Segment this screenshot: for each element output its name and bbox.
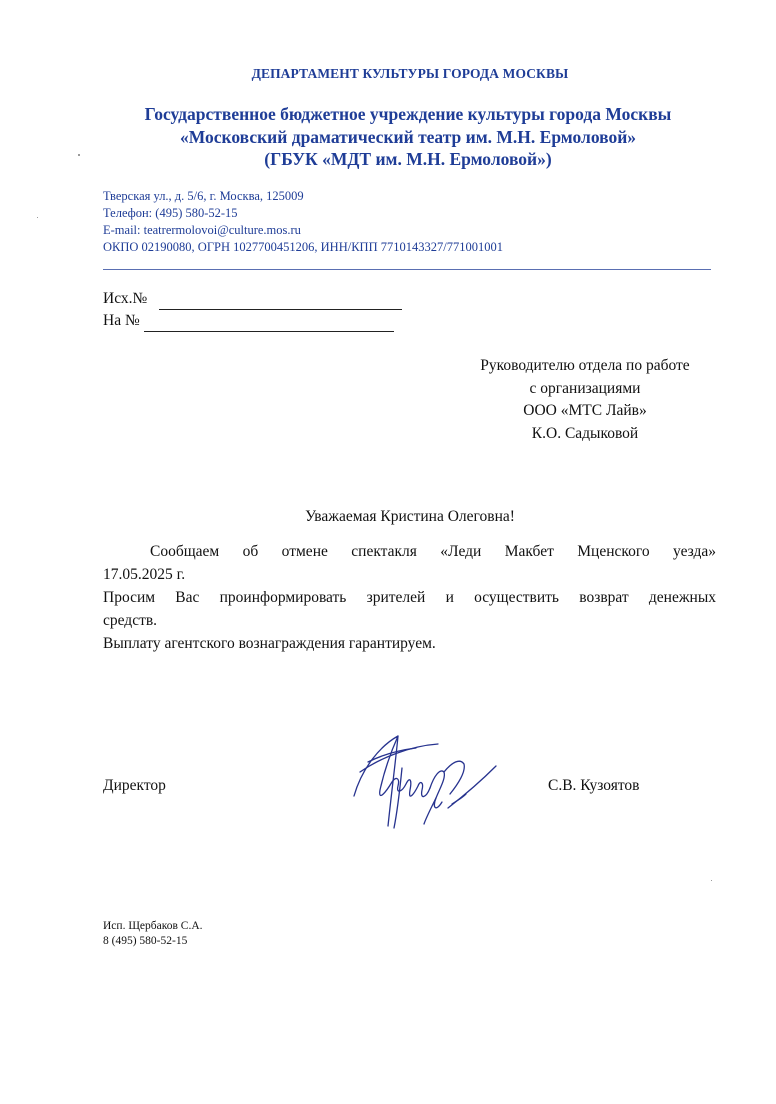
paper-speck bbox=[37, 217, 38, 218]
executor-info bbox=[103, 919, 203, 949]
incoming-number-row bbox=[103, 310, 402, 332]
signatory-name: С.В. Кузоятов bbox=[548, 777, 640, 794]
address: Тверская ул., д. 5/6, г. Москва, 125009 bbox=[103, 189, 304, 203]
paragraph-3: Выплату агентского вознаграждения гарантируем. bbox=[103, 635, 436, 652]
incoming-number-blank bbox=[144, 315, 394, 332]
registration-codes: ОКПО 02190080, ОГРН 1027700451206, ИНН/КПП 7710143327/771001001 bbox=[103, 240, 503, 254]
contact-info bbox=[103, 188, 503, 256]
department-heading: ДЕПАРТАМЕНТ КУЛЬТУРЫ ГОРОДА МОСКВЫ bbox=[251, 66, 569, 81]
outgoing-number-blank bbox=[159, 293, 402, 310]
handwritten-signature bbox=[340, 728, 510, 838]
email: E-mail: teatrermolovoi@culture.mos.ru bbox=[103, 223, 301, 237]
organization-name bbox=[0, 103, 776, 171]
letter-body bbox=[103, 540, 716, 655]
outgoing-number-row bbox=[103, 288, 402, 310]
outgoing-number-label: Исх.№ bbox=[103, 290, 148, 307]
org-name-line-1: Государственное бюджетное учреждение культуры города Москвы bbox=[144, 104, 672, 124]
phone: Телефон: (495) 580-52-15 bbox=[103, 206, 238, 220]
addressee-line-4: К.О. Садыковой bbox=[531, 424, 639, 442]
greeting: Уважаемая Кристина Олеговна! bbox=[305, 508, 515, 525]
executor-name: Исп. Щербаков С.А. bbox=[103, 920, 203, 932]
addressee-block bbox=[440, 355, 730, 445]
paragraph-2-line-2: средств. bbox=[103, 612, 158, 629]
org-name-line-2: «Московский драматический театр им. М.Н. Ермоловой» bbox=[179, 126, 637, 147]
paper-speck bbox=[78, 154, 80, 156]
paragraph-1-line-2: 17.05.2025 г. bbox=[103, 566, 186, 583]
paper-speck bbox=[711, 880, 712, 881]
executor-phone: 8 (495) 580-52-15 bbox=[103, 935, 188, 947]
addressee-line-3: ООО «МТС Лайв» bbox=[523, 402, 647, 419]
reference-numbers bbox=[103, 288, 402, 332]
incoming-number-label: На № bbox=[103, 312, 140, 329]
paragraph-1-line-1: Сообщаем об отмене спектакля «Леди Макбет Мценского уезда» bbox=[150, 543, 716, 560]
letterhead-divider bbox=[103, 269, 711, 270]
signatory-title: Директор bbox=[103, 777, 166, 794]
paragraph-2-line-1: Просим Вас проинформировать зрителей и осуществить возврат денежных bbox=[103, 589, 716, 606]
addressee-line-2: с организациями bbox=[529, 379, 641, 397]
addressee-line-1: Руководителю отдела по работе bbox=[480, 357, 690, 374]
org-name-line-3: (ГБУК «МДТ им. М.Н. Ермоловой») bbox=[264, 149, 552, 169]
